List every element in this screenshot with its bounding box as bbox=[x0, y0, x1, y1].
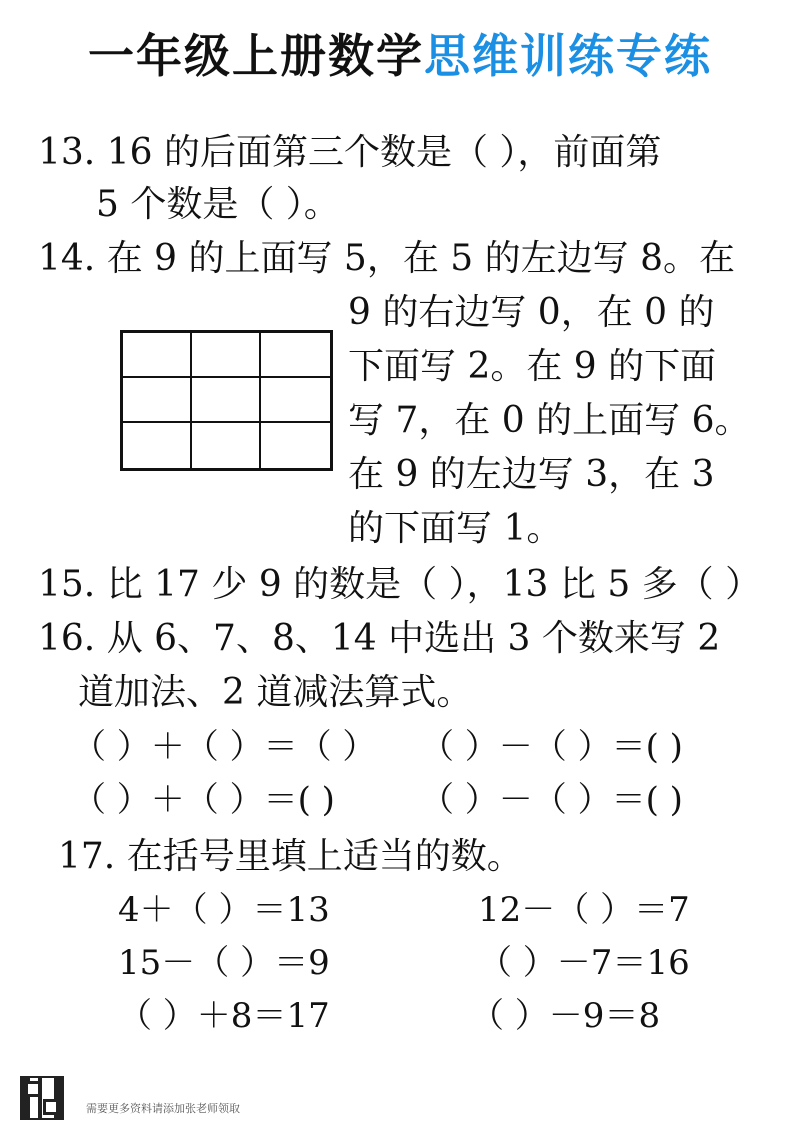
q13-line1: 13. 16 的后面第三个数是（ ），前面第 bbox=[38, 132, 662, 173]
q13-line2: 5 个数是（ ）。 bbox=[96, 184, 340, 225]
q17-eq-1[interactable]: 4＋（ ）＝13 bbox=[118, 890, 330, 930]
q14-line5: 在 9 的左边写 3，在 3 bbox=[348, 454, 715, 495]
grid-cell[interactable] bbox=[261, 333, 330, 378]
footer-note: 需要更多资料请添加张老师领取 bbox=[86, 1102, 240, 1115]
grid-cell[interactable] bbox=[192, 423, 261, 468]
page-title bbox=[0, 28, 800, 84]
q17-eq-2[interactable]: 12－（ ）＝7 bbox=[478, 890, 690, 930]
grid-cell[interactable] bbox=[123, 423, 192, 468]
title-black-part: 一年级上册数学 bbox=[88, 29, 424, 83]
grid-cell[interactable] bbox=[261, 423, 330, 468]
grid-cell[interactable] bbox=[123, 378, 192, 423]
q16-sub-eq-1[interactable]: （ ）－（ ）＝( ) bbox=[420, 727, 683, 767]
q14-line1: 14. 在 9 的上面写 5，在 5 的左边写 8。在 bbox=[38, 238, 735, 279]
grid-cell[interactable] bbox=[192, 333, 261, 378]
q14-line2: 9 的右边写 0，在 0 的 bbox=[348, 292, 715, 333]
q17-eq-3[interactable]: 15－（ ）＝9 bbox=[118, 943, 330, 983]
grid-cell[interactable] bbox=[123, 333, 192, 378]
q16-sub-eq-2[interactable]: （ ）－（ ）＝( ) bbox=[420, 780, 683, 820]
q16-add-eq-1[interactable]: （ ）＋（ ）＝（ ） bbox=[72, 727, 377, 767]
qr-code-icon[interactable] bbox=[20, 1076, 64, 1120]
q14-line3: 下面写 2。在 9 的下面 bbox=[348, 346, 717, 387]
q16-line2: 道加法、2 道减法算式。 bbox=[78, 672, 473, 713]
q16-line1: 16. 从 6、7、8、14 中选出 3 个数来写 2 bbox=[38, 618, 721, 659]
q14-line4: 写 7，在 0 的上面写 6。 bbox=[348, 400, 751, 441]
digit-grid bbox=[120, 330, 333, 471]
title-blue-part: 思维训练专练 bbox=[424, 29, 712, 83]
q15-line1: 15. 比 17 少 9 的数是（ ），13 比 5 多（ ） bbox=[38, 564, 762, 605]
q17-eq-5[interactable]: （ ）＋8＝17 bbox=[118, 996, 330, 1036]
q14-line6: 的下面写 1。 bbox=[348, 508, 563, 549]
q17-title: 17. 在括号里填上适当的数。 bbox=[58, 836, 523, 877]
grid-cell[interactable] bbox=[261, 378, 330, 423]
q17-eq-6[interactable]: （ ）－9＝8 bbox=[470, 996, 661, 1036]
q17-eq-4[interactable]: （ ）－7＝16 bbox=[478, 943, 690, 983]
grid-cell[interactable] bbox=[192, 378, 261, 423]
q16-add-eq-2[interactable]: （ ）＋（ ）＝( ) bbox=[72, 780, 335, 820]
